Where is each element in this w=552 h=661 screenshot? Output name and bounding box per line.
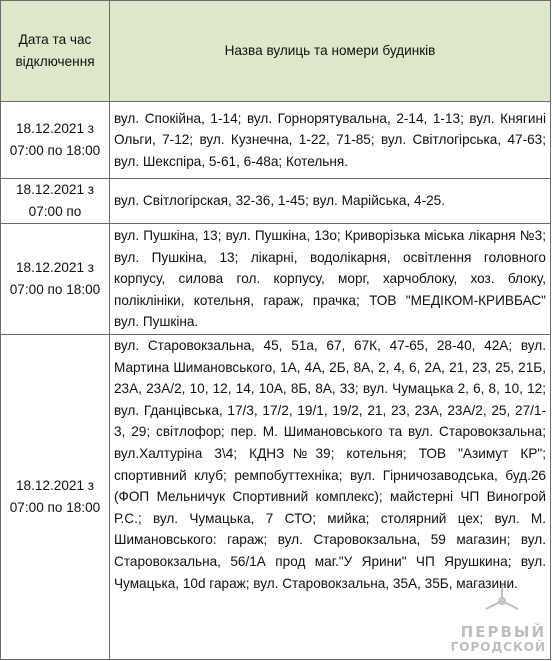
row-date: 18.12.2021 з 07:00 по [1,179,110,224]
row-date: 18.12.2021 з 07:00 по 18:00 [1,335,110,660]
watermark-line1: ПЕРВЫЙ [460,623,546,641]
row-streets: вул. Спокійна, 1-14; вул. Горнорятувальна, 2-14, 1-13; вул. Княгині Ольги, 7-12; вул. Кузнечна, 1-22, 71-85; вул. Світлогірська, 47-63; вул. Шекспіра, 5-61, 6-48а; Котельня. [110,102,551,179]
row-date: 18.12.2021 з 07:00 по 18:00 [1,102,110,179]
table-row [1,102,551,179]
row-streets: вул. Пушкіна, 13; вул. Пушкіна, 13о; Криворізька міська лікарня №3; вул. Пушкіна, 13; лікарні, водолікарня, освітлення головного корпусу, силова гол. корпусу, морг, харчоблоку, хоз. блоку, поліклініки, котельня, гараж, прачка; ТОВ "МЕДІКОМ-КРИВБАС" вул. Пушкіна. [110,224,551,335]
watermark-line2: ГОРОДСКОЙ [450,640,546,654]
header-date: Дата та час відключення [1,1,110,102]
row-date: 18.12.2021 з 07:00 по 18:00 [1,224,110,335]
table-row [1,179,551,224]
row-streets: вул. Старовокзальна, 45, 51а, 67, 67К, 47-65, 28-40, 42А; вул. Мартина Шимановського, 1А, 4А, 2Б, 8А, 2, 4, 6, 2А, 21, 23, 25, 21Б, 23А, 23А/2, 10, 12, 14, 10А, 8Б, 8А, 33; вул. Чумацька 2, 6, 8, 10, 12; вул. Гданцівська, 17/3, 17/2, 19/1, 19/2, 21, 23, 23А, 23А/2, 25, 27/1-3, 29; світлофор; пер. М. Шимановського та вул. Старовокзальна; вул.Халтуріна 3\4; КДНЗ№39; котельня; ТОВ "Азимут КР"; спортивний клуб; ремпобуттехніка; вул. Гірничозаводська, буд.26 (ФОП Мельничук Спортивний комплекс); майстерні ЧП Виногрой Р.С.; вул. Чумацька, 7 СТО; мийка; столярний цех; вул. М. Шимановського: гараж; вул. Старовокзальна, 59 магазин; вул. Старовокзальна, 56/1А прод маг."У Ярини" ЧП Ярушкина; вул. Чумацька, 10d гараж; вул. Старовокзальна, 35А, 35Б, магазини. [110,335,551,660]
table-row [1,335,551,660]
header-streets: Назва вулиць та номери будинків [110,1,551,102]
table-header-row [1,1,551,102]
row-streets: вул. Світлогірская, 32-36, 1-45; вул. Марійська, 4-25. [110,179,551,224]
table-row [1,224,551,335]
